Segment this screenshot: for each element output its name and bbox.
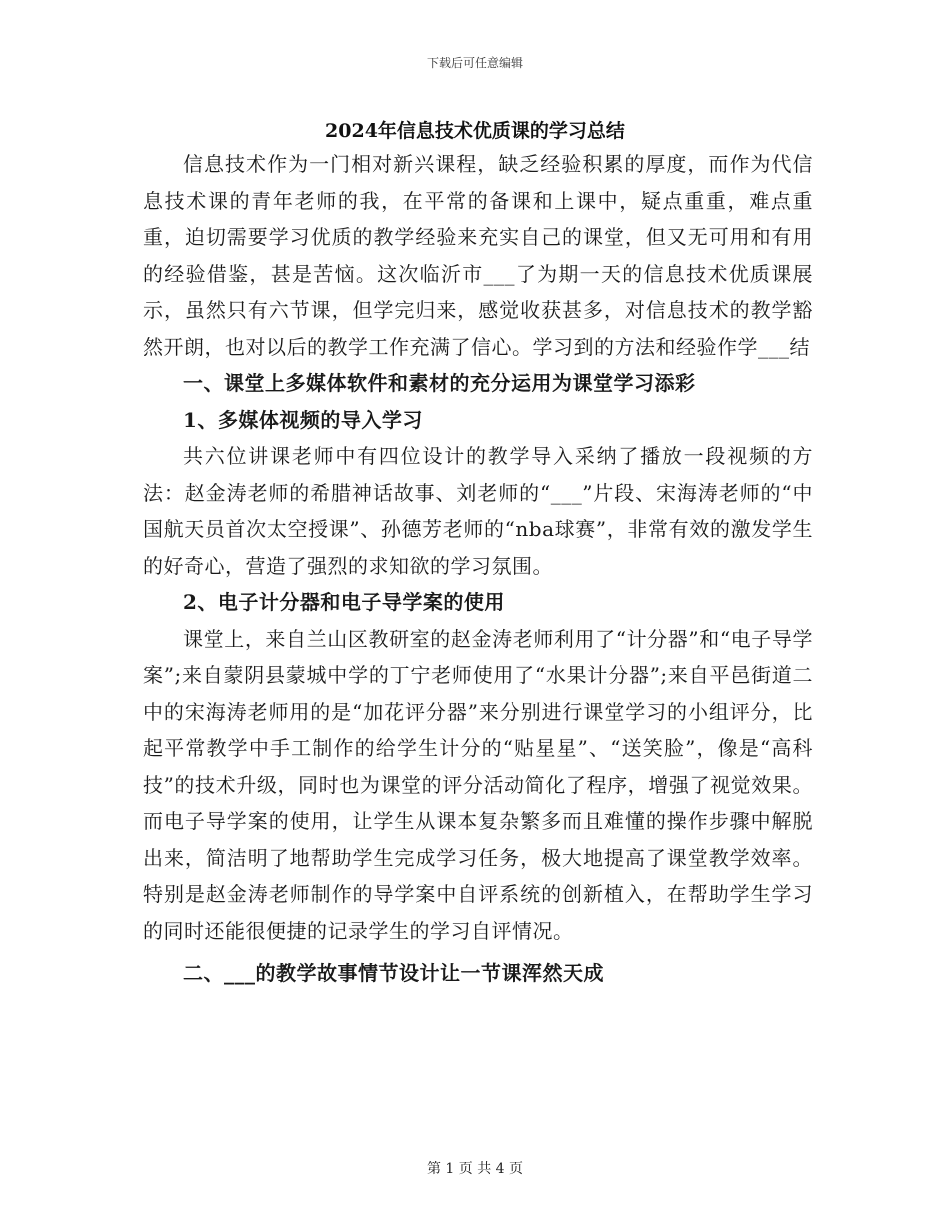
subsection-1-2-paragraph: 课堂上，来自兰山区教研室的赵金涛老师利用了“计分器”和“电子导学案”;来自蒙阴县蒙城中学的丁宁老师使用了“水果计分器”;来自平邑街道二中的宋海涛老师用的是“加花评分器”来分别进行课堂学习的小组评分，比起平常教学中手工制作的给学生计分的“贴星星”、“送笑脸”，像是“高科技”的技术升级，同时也为课堂的评分活动简化了程序，增强了视觉效果。而电子导学案的使用，让学生从课本复杂繁多而且难懂的操作步骤中解脱出来，简洁明了地帮助学生完成学习任务，极大地提高了课堂教学效率。特别是赵金涛老师制作的导学案中自评系统的创新植入，在帮助学生学习的同时还能很便捷的记录学生的学习自评情况。	[143, 626, 813, 943]
header-note: 下载后可任意编辑	[426, 56, 523, 70]
subsection-1-1-paragraph: 共六位讲课老师中有四位设计的教学导入采纳了播放一段视频的方法：赵金涛老师的希腊神话故事、刘老师的“___”片段、宋海涛老师的“中国航天员首次太空授课”、孙德芳老师的“nba球赛”，非常有效的激发学生的好奇心，营造了强烈的求知欲的学习氛围。	[143, 444, 813, 578]
document-title: 2024年信息技术优质课的学习总结	[325, 120, 625, 142]
subsection-1-2-heading: 2、电子计分器和电子导学案的使用	[183, 590, 505, 614]
section-2-heading: 二、___的教学故事情节设计让一节课浑然天成	[183, 961, 604, 985]
subsection-1-1-heading: 1、多媒体视频的导入学习	[183, 407, 423, 432]
page-footer: 第 1 页 共 4 页	[426, 1161, 524, 1177]
document-body	[143, 146, 813, 992]
section-1-heading: 一、课堂上多媒体软件和素材的充分运用为课堂学习添彩	[183, 371, 696, 395]
intro-paragraph: 信息技术作为一门相对新兴课程，缺乏经验积累的厚度，而作为代信息技术课的青年老师的我，在平常的备课和上课中，疑点重重，难点重重，迫切需要学习优质的教学经验来充实自己的课堂，但又无可用和有用的经验借鉴，甚是苦恼。这次临沂市___了为期一天的信息技术优质课展示，虽然只有六节课，但学完归来，感觉收获甚多，对信息技术的教学豁然开朗，也对以后的教学工作充满了信心。学习到的方法和经验作学___结	[143, 152, 813, 359]
